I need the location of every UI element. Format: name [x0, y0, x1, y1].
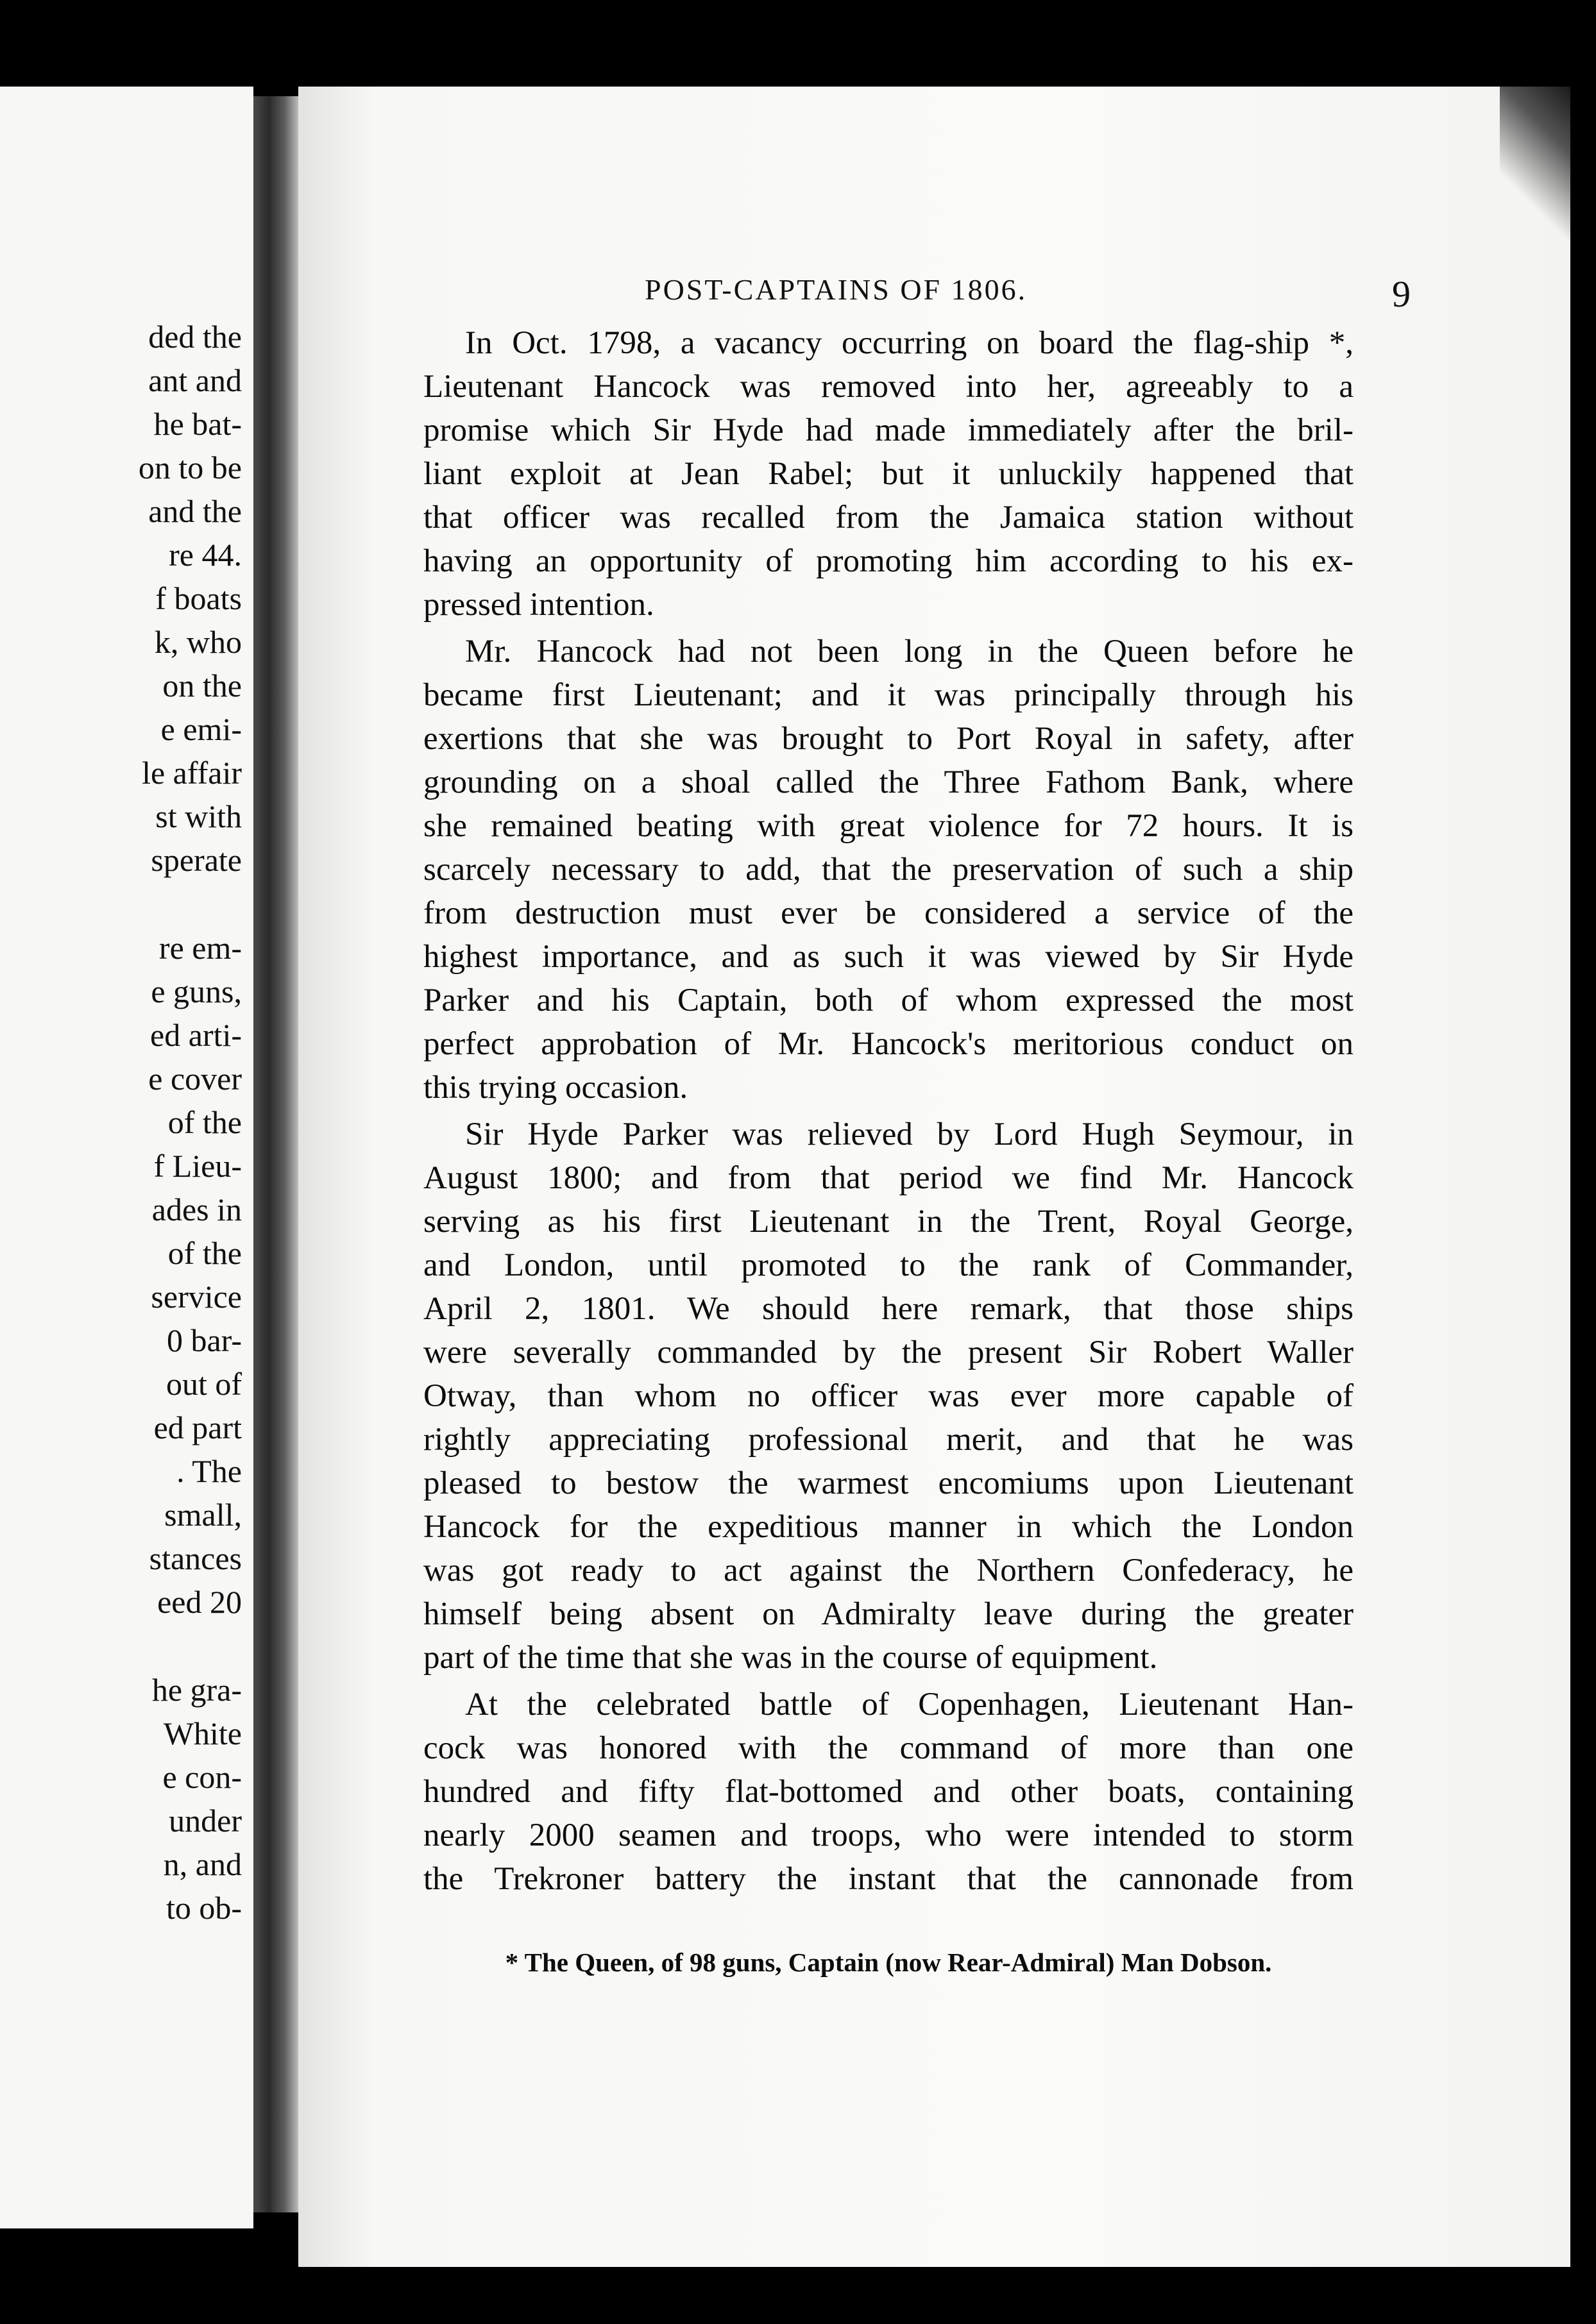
body-line: part of the time that she was in the course of equipment. [423, 1640, 1158, 1676]
book-gutter [253, 96, 298, 2212]
page-number: 9 [1392, 273, 1411, 315]
footnote: * The Queen, of 98 guns, Captain (now Rear-Admiral) Man Dobson. [505, 1948, 1272, 1977]
body-line: In Oct. 1798, a vacancy occurring on board the flag-ship *, [465, 325, 1354, 361]
left-line: of the [167, 1235, 242, 1271]
left-line: and the [148, 493, 242, 529]
left-line: on the [162, 668, 242, 703]
left-line: e cover [148, 1061, 242, 1097]
body-line: nearly 2000 seamen and troops, who were intended to storm [423, 1817, 1354, 1853]
left-line: . The [176, 1453, 242, 1489]
body-line: were severally commanded by the present Sir Robert Waller [423, 1335, 1354, 1370]
body-line: Hancock for the expeditious manner in which the London [423, 1509, 1354, 1545]
left-line: of the [167, 1104, 242, 1140]
body-line: and London, until promoted to the rank of Commander, [423, 1247, 1354, 1283]
body-line: himself being absent on Admiralty leave during the greater [423, 1596, 1354, 1632]
body-line: was got ready to act against the Northern Confederacy, he [423, 1553, 1354, 1588]
running-head [298, 273, 1570, 324]
left-line: small, [164, 1497, 242, 1533]
left-line: he bat- [153, 406, 242, 442]
left-line: on to be [138, 450, 242, 485]
left-line: re 44. [169, 537, 242, 573]
body-line: this trying occasion. [423, 1070, 688, 1106]
left-line: ades in [151, 1191, 242, 1227]
body-line: perfect approbation of Mr. Hancock's meritorious conduct on [423, 1026, 1354, 1062]
body-line: liant exploit at Jean Rabel; but it unluckily happened that [423, 456, 1354, 492]
body-line: Mr. Hancock had not been long in the Queen before he [465, 634, 1354, 669]
body-line: Lieutenant Hancock was removed into her, agreeably to a [423, 369, 1354, 405]
body-line: that officer was recalled from the Jamaica station without [423, 500, 1354, 535]
left-line: he gra- [151, 1672, 242, 1708]
left-line: out of [166, 1366, 242, 1402]
body-line: At the celebrated battle of Copenhagen, Lieutenant Han- [465, 1687, 1354, 1722]
body-line: she remained beating with great violence for 72 hours. It is [423, 808, 1354, 844]
body-line: serving as his first Lieutenant in the Trent, Royal George, [423, 1204, 1354, 1240]
left-line: e guns, [151, 973, 242, 1009]
left-line: st with [155, 798, 242, 834]
left-line: ed arti- [150, 1017, 242, 1053]
body-line: Parker and his Captain, both of whom expressed the most [423, 982, 1354, 1018]
body-line: having an opportunity of promoting him according to his ex- [423, 543, 1354, 579]
body-line: April 2, 1801. We should here remark, that those ships [423, 1291, 1354, 1327]
left-line: eed 20 [157, 1584, 242, 1620]
body-line: promise which Sir Hyde had made immediately after the bril- [423, 412, 1354, 448]
left-line: e con- [162, 1759, 242, 1795]
left-line: ded the [148, 319, 242, 355]
left-line: le affair [142, 755, 242, 791]
left-line: to ob- [166, 1890, 242, 1926]
body-line: exertions that she was brought to Port Royal in safety, after [423, 721, 1354, 757]
body-line: hundred and fifty flat-bottomed and other boats, containing [423, 1774, 1354, 1810]
left-line: n, and [163, 1846, 242, 1882]
right-page [298, 87, 1570, 2267]
body-line: pressed intention. [423, 587, 654, 623]
body-line: highest importance, and as such it was viewed by Sir Hyde [423, 939, 1354, 975]
left-line: ant and [148, 362, 242, 398]
body-line: Sir Hyde Parker was relieved by Lord Hugh Seymour, in [465, 1116, 1354, 1152]
left-line: k, who [154, 624, 242, 660]
body-line: from destruction must ever be considered a service of the [423, 895, 1354, 931]
body-line: scarcely necessary to add, that the preservation of such a ship [423, 852, 1354, 888]
body-line: grounding on a shoal called the Three Fathom Bank, where [423, 764, 1354, 800]
left-line: service [151, 1279, 242, 1315]
left-line: under [169, 1803, 242, 1839]
body-line: August 1800; and from that period we find Mr. Hancock [423, 1160, 1354, 1196]
left-line: e emi- [160, 711, 242, 747]
body-line: became first Lieutenant; and it was principally through his [423, 677, 1354, 713]
left-line: White [163, 1715, 242, 1751]
left-line: ed part [153, 1410, 242, 1445]
body-line: rightly appreciating professional merit, and that he was [423, 1422, 1354, 1458]
left-line: 0 bar- [167, 1322, 242, 1358]
page-corner-shadow [1500, 87, 1570, 240]
body-line: Otway, than whom no officer was ever more capable of [423, 1378, 1354, 1414]
left-line: f Lieu- [153, 1148, 242, 1184]
running-title: POST-CAPTAINS OF 1806. [645, 273, 1028, 306]
body-line: the Trekroner battery the instant that the cannonade from [423, 1861, 1354, 1897]
left-line: f boats [155, 580, 242, 616]
left-line: sperate [151, 842, 242, 878]
body-line: cock was honored with the command of more than one [423, 1730, 1354, 1766]
left-page [0, 87, 253, 2228]
body-line: pleased to bestow the warmest encomiums upon Lieutenant [423, 1465, 1354, 1501]
left-line: stances [149, 1540, 242, 1576]
left-line: re em- [158, 930, 242, 966]
